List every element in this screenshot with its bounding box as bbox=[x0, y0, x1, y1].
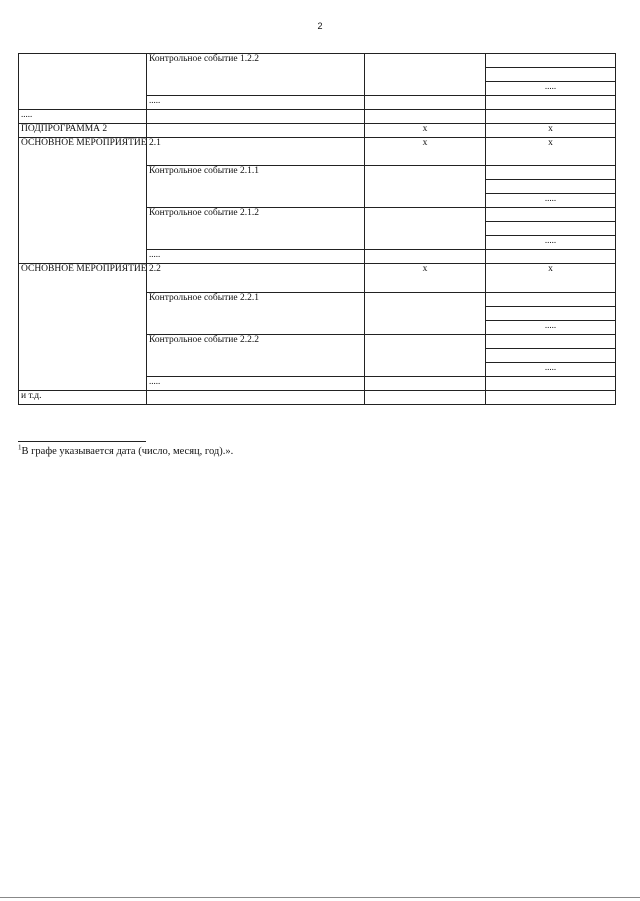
ellipsis-cell: ..... bbox=[147, 96, 365, 110]
table-row bbox=[19, 54, 616, 68]
footnote-text: В графе указывается дата (число, месяц, год).». bbox=[21, 446, 234, 457]
empty-cell bbox=[147, 264, 365, 293]
empty-cell bbox=[365, 391, 486, 405]
etc-label: и т.д. bbox=[19, 391, 147, 405]
empty-cell bbox=[365, 250, 486, 264]
date-cell bbox=[486, 180, 616, 194]
page-number: 2 bbox=[317, 21, 323, 31]
date-cell bbox=[486, 293, 616, 307]
empty-cell bbox=[365, 96, 486, 110]
ellipsis-cell: ..... bbox=[486, 82, 616, 96]
cross-mark: x bbox=[365, 138, 486, 166]
cross-mark: x bbox=[486, 264, 616, 293]
empty-cell bbox=[147, 124, 365, 138]
empty-cell bbox=[147, 391, 365, 405]
page-bottom-edge bbox=[0, 897, 640, 898]
empty-cell bbox=[365, 166, 486, 208]
date-cell bbox=[486, 208, 616, 222]
date-cell bbox=[486, 222, 616, 236]
ellipsis-cell: ..... bbox=[147, 377, 365, 391]
table-row bbox=[19, 391, 616, 405]
empty-cell bbox=[147, 110, 365, 124]
ellipsis-cell: ..... bbox=[486, 236, 616, 250]
cross-mark: x bbox=[486, 138, 616, 166]
date-cell bbox=[486, 307, 616, 321]
empty-cell bbox=[486, 110, 616, 124]
empty-cell bbox=[365, 54, 486, 96]
empty-cell bbox=[486, 250, 616, 264]
table-row bbox=[19, 110, 616, 124]
empty-cell bbox=[365, 377, 486, 391]
ellipsis-cell: ..... bbox=[19, 110, 147, 124]
event-cell: Контрольное событие 1.2.2 bbox=[147, 54, 365, 96]
footnote bbox=[18, 443, 234, 458]
cross-mark: x bbox=[365, 124, 486, 138]
empty-cell bbox=[365, 208, 486, 250]
empty-cell bbox=[365, 110, 486, 124]
plan-table bbox=[18, 53, 616, 405]
table-row bbox=[19, 138, 616, 166]
empty-cell bbox=[365, 335, 486, 377]
cross-mark: x bbox=[365, 264, 486, 293]
ellipsis-cell: ..... bbox=[147, 250, 365, 264]
event-cell: Контрольное событие 2.2.2 bbox=[147, 335, 365, 377]
date-cell bbox=[486, 335, 616, 349]
ellipsis-cell: ..... bbox=[486, 321, 616, 335]
date-cell bbox=[486, 349, 616, 363]
cross-mark: x bbox=[486, 124, 616, 138]
empty-cell bbox=[365, 293, 486, 335]
activity-title: ОСНОВНОЕ МЕРОПРИЯТИЕ 2.2 bbox=[19, 264, 147, 391]
ellipsis-cell: ..... bbox=[486, 363, 616, 377]
table-row bbox=[19, 264, 616, 293]
date-cell bbox=[486, 68, 616, 82]
empty-cell bbox=[147, 138, 365, 166]
event-cell: Контрольное событие 2.2.1 bbox=[147, 293, 365, 335]
date-cell bbox=[486, 166, 616, 180]
empty-cell bbox=[19, 54, 147, 110]
footnote-divider bbox=[18, 441, 146, 442]
subprogram-title: ПОДПРОГРАММА 2 bbox=[19, 124, 147, 138]
empty-cell bbox=[486, 391, 616, 405]
activity-title: ОСНОВНОЕ МЕРОПРИЯТИЕ 2.1 bbox=[19, 138, 147, 264]
empty-cell bbox=[486, 377, 616, 391]
event-cell: Контрольное событие 2.1.1 bbox=[147, 166, 365, 208]
table-row bbox=[19, 124, 616, 138]
footnote-marker: 1 bbox=[18, 443, 22, 452]
event-cell: Контрольное событие 2.1.2 bbox=[147, 208, 365, 250]
empty-cell bbox=[486, 96, 616, 110]
ellipsis-cell: ..... bbox=[486, 194, 616, 208]
date-cell bbox=[486, 54, 616, 68]
